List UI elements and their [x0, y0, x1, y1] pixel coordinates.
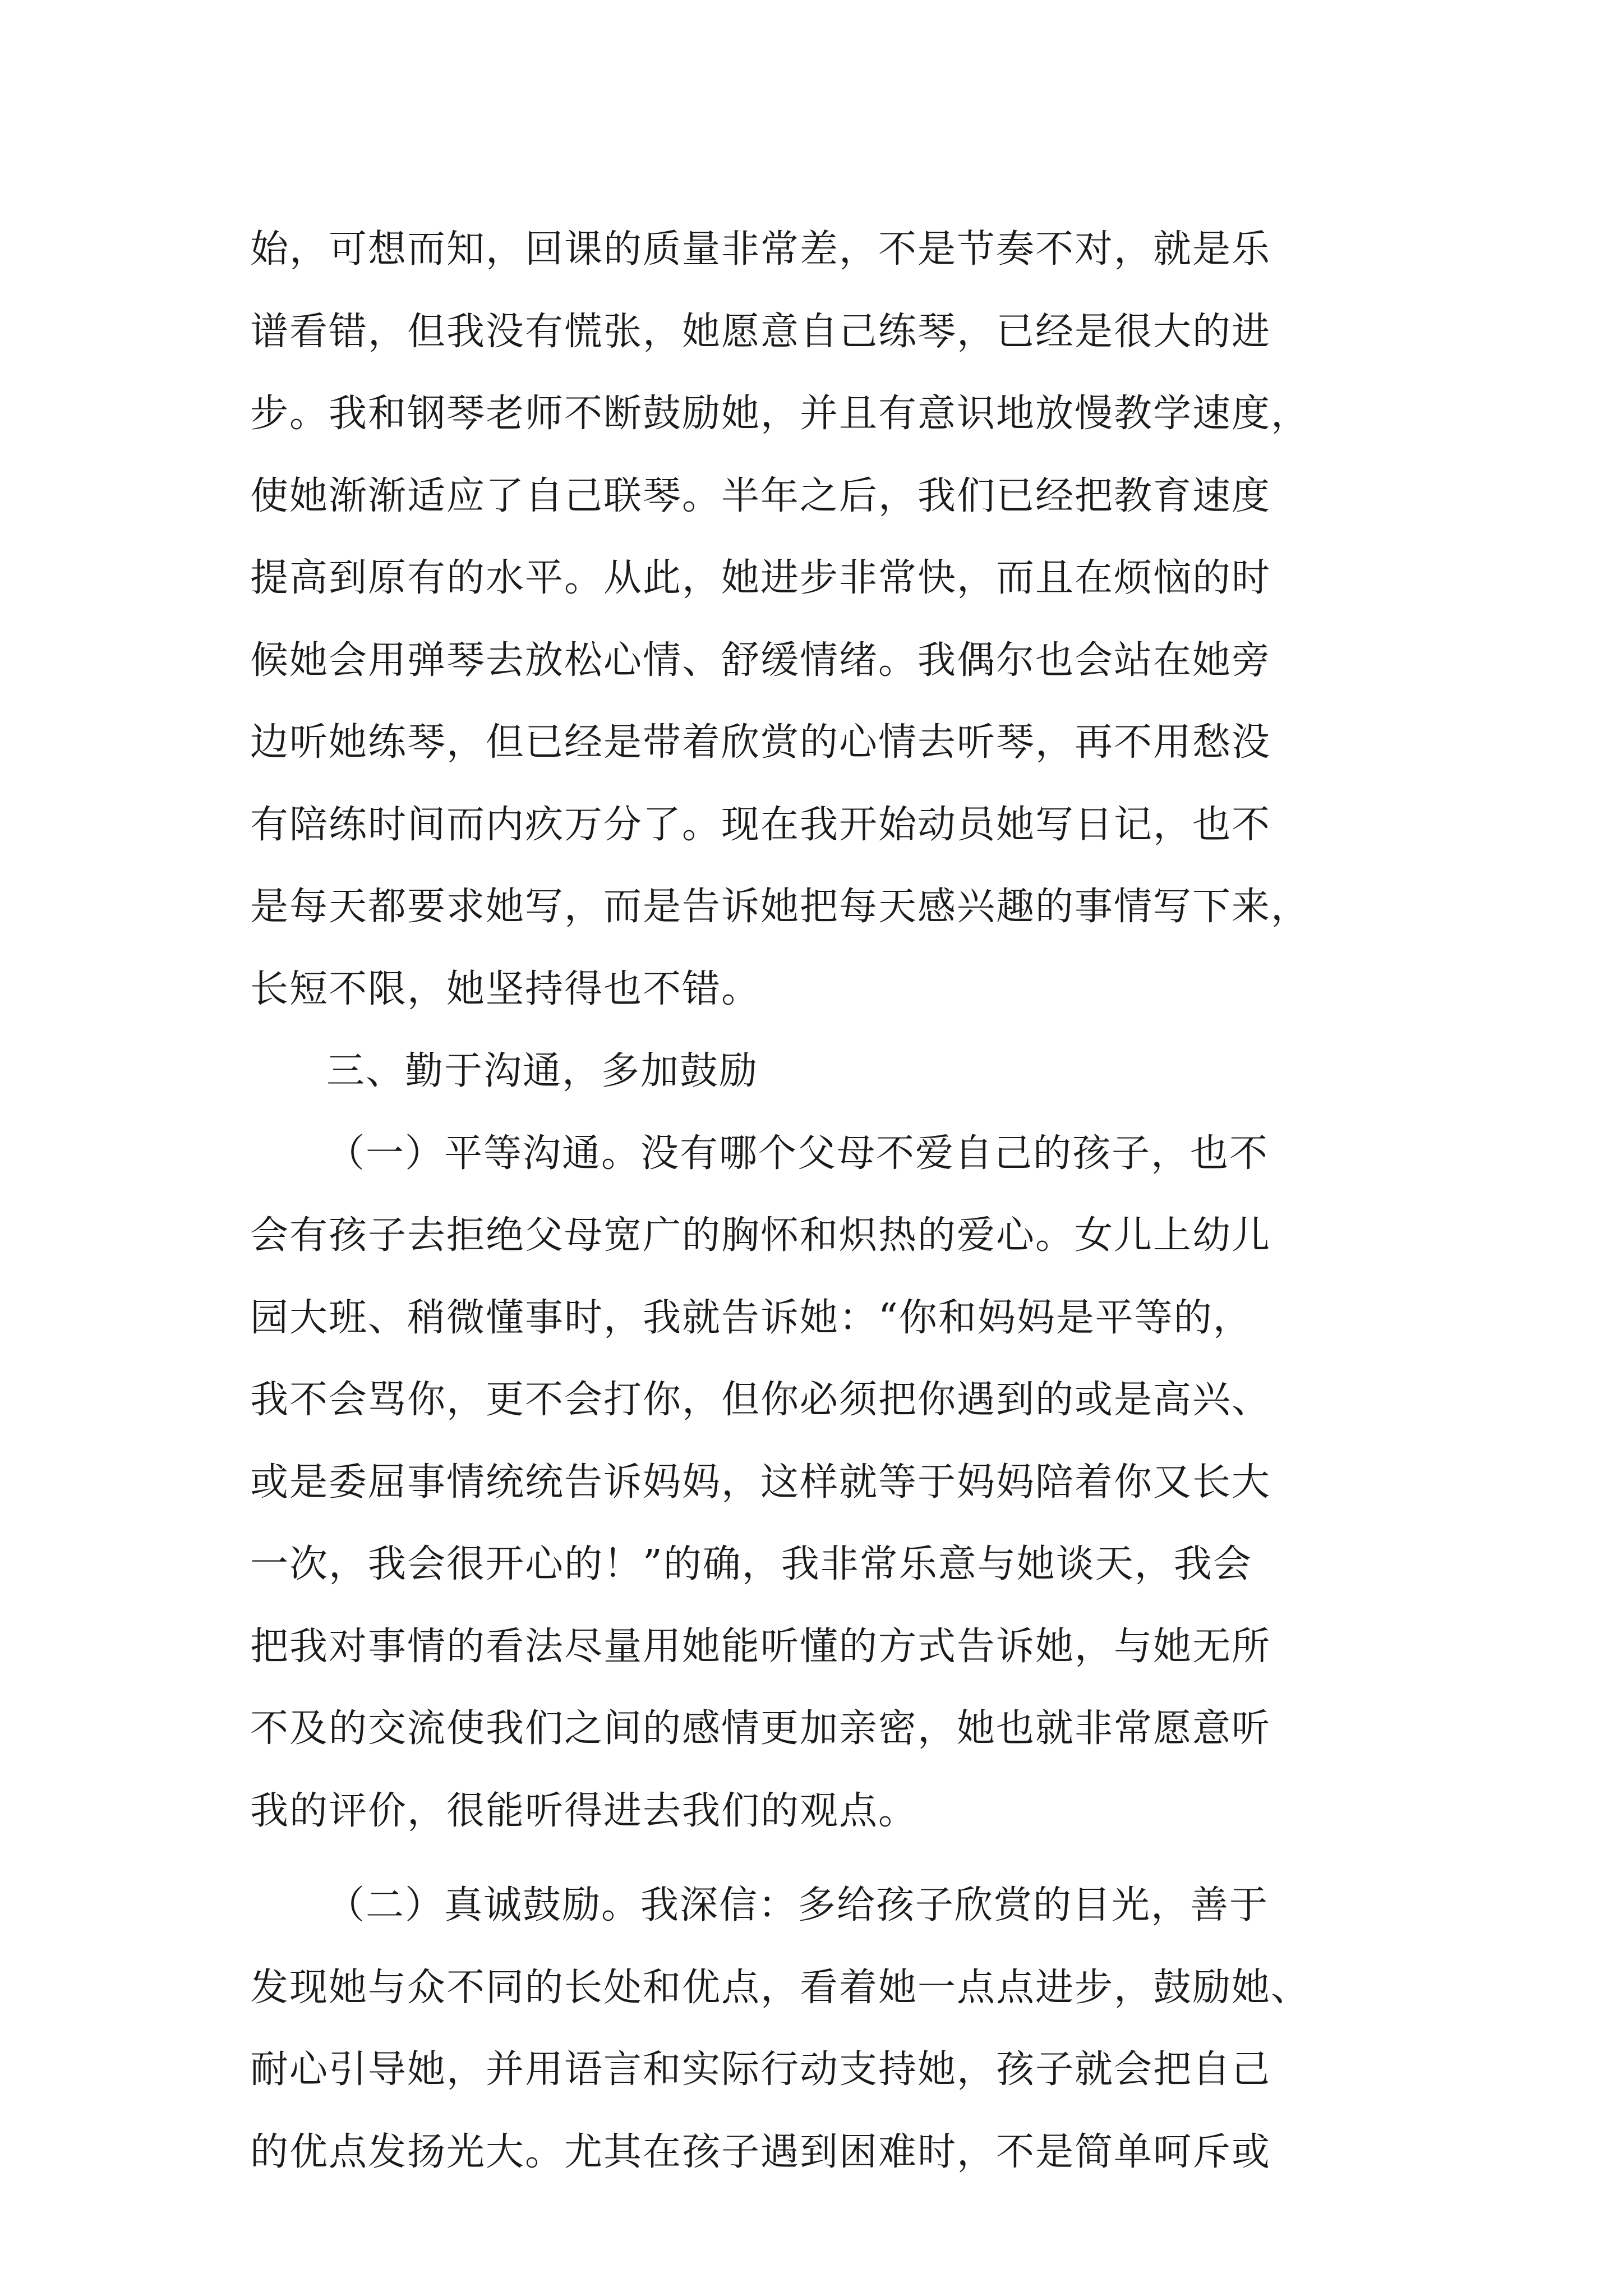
- text-line: 不及的交流使我们之间的感情更加亲密，她也就非常愿意听: [250, 1706, 1271, 1751]
- text-line: 或是委屈事情统统告诉妈妈，这样就等于妈妈陪着你又长大: [250, 1460, 1271, 1504]
- text-line: 有陪练时间而内疚万分了。现在我开始动员她写日记，也不: [250, 802, 1271, 847]
- text-line: 候她会用弹琴去放松心情、舒缓情绪。我偶尔也会站在她旁: [250, 638, 1271, 683]
- text-line: 一次，我会很开心的！”的确，我非常乐意与她谈天，我会: [250, 1542, 1252, 1586]
- text-line: 我的评价，很能听得进去我们的观点。: [250, 1788, 918, 1833]
- section-heading: 三、勤于沟通，多加鼓励: [326, 1049, 759, 1093]
- text-line: （一）平等沟通。没有哪个父母不爱自己的孩子，也不: [326, 1131, 1269, 1176]
- text-line: 步。我和钢琴老师不断鼓励她，并且有意识地放慢教学速度，: [250, 392, 1311, 436]
- text-line: 使她渐渐适应了自己联琴。半年之后，我们已经把教育速度: [250, 473, 1271, 518]
- text-line: 发现她与众不同的长处和优点，看着她一点点进步，鼓励她、: [250, 1965, 1311, 2010]
- text-line: 长短不限，她坚持得也不错。: [250, 967, 761, 1011]
- text-line: 的优点发扬光大。尤其在孩子遇到困难时，不是简单呵斥或: [250, 2129, 1271, 2174]
- text-line: 始，可想而知，回课的质量非常差，不是节奏不对，就是乐: [250, 227, 1271, 272]
- text-line: （二）真诚鼓励。我深信：多给孩子欣赏的目光，善于: [326, 1883, 1269, 1927]
- text-line: 耐心引导她，并用语言和实际行动支持她，孩子就会把自己: [250, 2047, 1271, 2092]
- text-line: 边听她练琴，但已经是带着欣赏的心情去听琴，再不用愁没: [250, 720, 1271, 765]
- text-line: 把我对事情的看法尽量用她能听懂的方式告诉她，与她无所: [250, 1624, 1271, 1669]
- text-line: 提高到原有的水平。从此，她进步非常快，而且在烦恼的时: [250, 556, 1271, 600]
- body-text: [250, 209, 1389, 2193]
- text-line: 是每天都要求她写，而是告诉她把每天感兴趣的事情写下来，: [250, 885, 1311, 929]
- text-line: 会有孩子去拒绝父母宽广的胸怀和炽热的爱心。女儿上幼儿: [250, 1213, 1271, 1258]
- text-line: 园大班、稍微懂事时，我就告诉她：“你和妈妈是平等的，: [250, 1295, 1252, 1340]
- text-line: 我不会骂你，更不会打你，但你必须把你遇到的或是高兴、: [250, 1378, 1271, 1422]
- text-line: 谱看错，但我没有慌张，她愿意自己练琴，已经是很大的进: [250, 309, 1271, 354]
